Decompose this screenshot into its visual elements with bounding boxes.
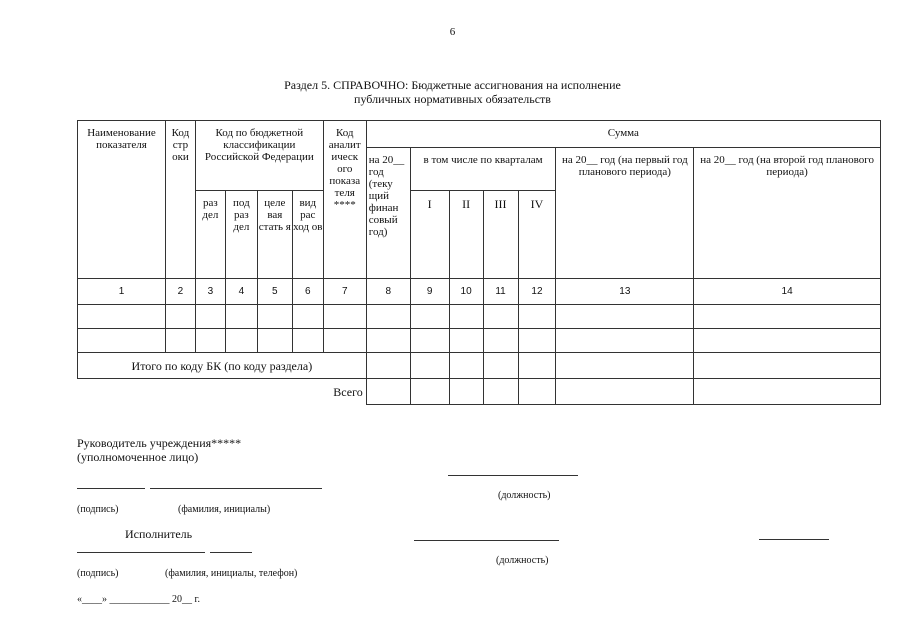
head-name-caption: (фамилия, инициалы) [178, 504, 271, 515]
col-num-13: 13 [556, 279, 694, 305]
head-position-line[interactable] [448, 475, 578, 476]
executor-position-caption: (должность) [496, 555, 549, 566]
header-podrazdel: под раз дел [225, 191, 257, 279]
executor-signature-line[interactable] [77, 552, 205, 553]
executor-signature-caption: (подпись) [77, 568, 119, 579]
header-quarters: в том числе по кварталам [410, 148, 556, 191]
date-field[interactable]: «____» ____________ 20__ г. [77, 594, 200, 605]
col-num-2: 2 [165, 279, 195, 305]
head-title-line2: (уполномоченное лицо) [77, 450, 199, 464]
col-num-14: 14 [694, 279, 881, 305]
col-num-4: 4 [225, 279, 257, 305]
table-row [78, 329, 881, 353]
head-title [77, 436, 241, 464]
col-num-7: 7 [323, 279, 366, 305]
executor-extra-line[interactable] [759, 539, 829, 540]
header-plan-year-2: на 20__ год (на второй год планового периода) [694, 148, 881, 279]
header-line-code: Код стр оки [165, 121, 195, 279]
header-plan-year-1: на 20__ год (на первый год планового периода) [556, 148, 694, 279]
col-num-1: 1 [78, 279, 166, 305]
header-bk-code: Код по бюджетной классификации Российской Федерации [195, 121, 323, 191]
head-signature-line[interactable] [77, 488, 145, 489]
header-target-article: целе вая стать я [257, 191, 292, 279]
section-title-line2: публичных нормативных обязательств [354, 92, 551, 106]
executor-title: Исполнитель [125, 527, 193, 541]
col-num-10: 10 [449, 279, 483, 305]
header-quarter-4: IV [518, 191, 556, 279]
header-quarter-3: III [483, 191, 518, 279]
section-title-line1: Раздел 5. СПРАВОЧНО: Бюджетные ассигнования на исполнение [284, 78, 621, 92]
vsego-row [78, 379, 881, 405]
section-title [0, 78, 905, 106]
head-signature-caption: (подпись) [77, 504, 119, 515]
page-number: 6 [449, 26, 456, 38]
header-quarter-2: II [449, 191, 483, 279]
appropriations-table [77, 120, 881, 405]
header-sum: Сумма [366, 121, 880, 148]
header-analytic-code: Код аналит ическ ого показа теля **** [323, 121, 366, 279]
column-number-row [78, 279, 881, 305]
col-num-9: 9 [410, 279, 449, 305]
header-razdel: раз дел [195, 191, 225, 279]
header-indicator-name: Наименование показателя [78, 121, 166, 279]
executor-name-line[interactable] [210, 552, 252, 553]
vsego-label: Всего [78, 379, 367, 405]
table-row [78, 305, 881, 329]
executor-name-caption: (фамилия, инициалы, телефон) [165, 568, 298, 579]
itogo-row [78, 353, 881, 379]
col-num-6: 6 [292, 279, 323, 305]
col-num-3: 3 [195, 279, 225, 305]
col-num-8: 8 [366, 279, 410, 305]
col-num-5: 5 [257, 279, 292, 305]
header-expense-type: вид рас ход ов [292, 191, 323, 279]
head-name-line[interactable] [150, 488, 322, 489]
header-quarter-1: I [410, 191, 449, 279]
header-current-year: на 20__ год (теку щий финан совый год) [366, 148, 410, 279]
head-title-line1: Руководитель учреждения***** [77, 436, 242, 450]
executor-position-line[interactable] [414, 540, 559, 541]
itogo-label: Итого по коду БК (по коду раздела) [78, 353, 367, 379]
col-num-11: 11 [483, 279, 518, 305]
col-num-12: 12 [518, 279, 556, 305]
head-position-caption: (должность) [498, 490, 551, 501]
